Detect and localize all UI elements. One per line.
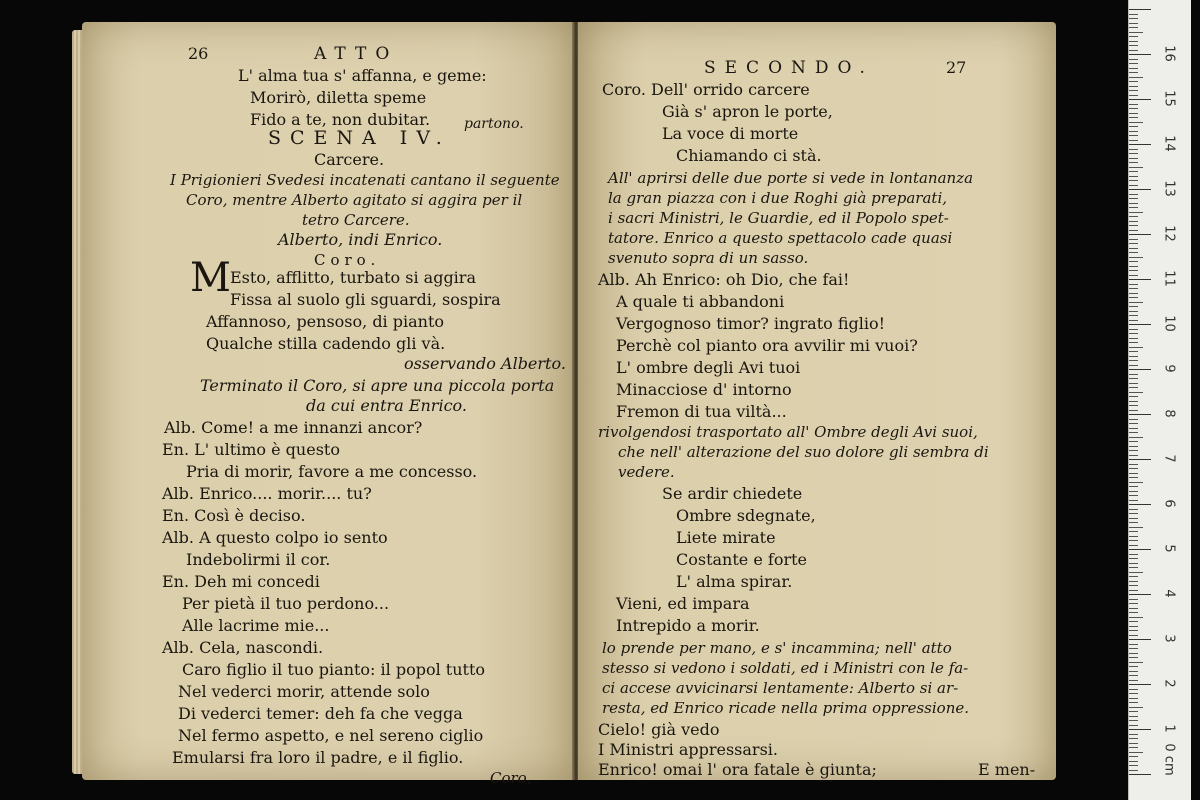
text-line: Affannoso, pensoso, di pianto [206,312,445,331]
ruler-tick [1129,239,1138,240]
dialogue-line: Alb. A questo colpo io sento [162,528,388,547]
ruler-tick [1129,180,1138,181]
ruler-tick [1129,558,1138,559]
ruler-tick [1129,50,1138,51]
running-head: ATTO [314,44,399,64]
ruler-tick [1129,216,1138,217]
ruler-number: 11 [1161,270,1177,287]
text-line: Fremon di tua viltà... [616,402,787,421]
stage-direction: tatore. Enrico a questo spettacolo cade quasi [608,229,953,247]
ruler-tick [1129,149,1138,150]
ruler-tick [1129,504,1151,505]
catchword: Coro, [490,769,532,787]
stage-direction: lo prende per mano, e s' incammina; nell' atto [602,639,952,657]
ruler-tick [1129,563,1138,564]
ruler-tick [1129,432,1138,433]
ruler-tick [1129,176,1138,177]
aria-line: Se ardir chiedete [662,484,803,503]
ruler-tick [1129,275,1138,276]
ruler-number: 12 [1161,225,1177,242]
ruler-tick [1129,477,1138,478]
left-page [82,22,574,787]
ruler-tick [1129,752,1143,753]
text-line: L' alma tua s' affanna, e geme: [238,66,487,85]
ruler-tick [1129,500,1138,501]
ruler-tick [1129,54,1151,55]
ruler-tick [1129,257,1143,258]
ruler-tick [1129,104,1138,105]
ruler-tick [1129,441,1138,442]
scene-heading: SCENA IV. [268,127,451,149]
ruler-tick [1129,486,1138,487]
dialogue-line: Pria di morir, favore a me concesso. [186,462,478,481]
dialogue-line: Alb. Come! a me innanzi ancor? [164,418,423,437]
text-line: Fido a te, non dubitar. [250,110,431,129]
ruler-tick [1129,581,1138,582]
ruler-number: 10 [1161,315,1177,332]
ruler-tick [1129,657,1138,658]
stage-direction: osservando Alberto. [404,354,566,373]
ruler-tick [1129,518,1138,519]
text-line: Minacciose d' intorno [616,380,792,399]
ruler-tick [1129,666,1138,667]
aria-line: L' alma spirar. [676,572,793,591]
ruler-tick [1129,347,1143,348]
ruler-number: 14 [1161,135,1177,152]
ruler-number: 7 [1161,454,1177,463]
ruler-tick [1129,662,1143,663]
ruler-tick [1129,72,1138,73]
text-line: Perchè col pianto ora avvilir mi vuoi? [616,336,918,355]
ruler-tick [1129,414,1151,415]
ruler-tick [1129,158,1138,159]
ruler-tick [1129,131,1138,132]
ruler-tick [1129,140,1138,141]
ruler-tick [1129,167,1143,168]
chorus-heading: Coro. [314,251,381,269]
ruler-tick [1129,522,1138,523]
text-line: L' ombre degli Avi tuoi [616,358,801,377]
ruler-tick [1129,531,1138,532]
stage-direction: All' aprirsi delle due porte si vede in lontananza [608,169,974,187]
dialogue-line: Indebolirmi il cor. [186,550,331,569]
ruler-tick [1129,765,1138,766]
ruler-tick [1129,329,1138,330]
ruler-tick [1129,549,1151,550]
ruler-tick [1129,720,1138,721]
dialogue-line: Emularsi fra loro il padre, e il figlio. [172,748,464,767]
ruler-tick [1129,495,1138,496]
ruler-tick [1129,194,1138,195]
stage-direction: I Prigionieri Svedesi incatenati cantano il seguente [170,171,560,189]
ruler-tick [1129,342,1138,343]
ruler-tick [1129,207,1138,208]
ruler-tick [1129,572,1143,573]
ruler-tick [1129,626,1138,627]
ruler-tick [1129,135,1138,136]
ruler-tick [1129,612,1138,613]
ruler-unit-label: 0 cm [1161,743,1177,776]
ruler-tick [1129,14,1138,15]
ruler-tick [1129,464,1138,465]
stage-direction: svenuto sopra di un sasso. [608,249,809,267]
ruler-tick [1129,707,1143,708]
ruler-tick [1129,513,1138,514]
text-line: Morirò, diletta speme [250,88,427,107]
ruler-number: 13 [1161,180,1177,197]
dialogue-line: Alb. Enrico.... morir.... tu? [162,484,372,503]
ruler-tick [1129,401,1138,402]
dialogue-line: Cielo! già vedo [598,720,720,739]
ruler-tick [1129,680,1138,681]
ruler-tick [1129,108,1138,109]
stage-direction: i sacri Ministri, le Guardie, ed il Popolo spet- [608,209,949,227]
ruler-tick [1129,455,1138,456]
ruler-tick [1129,756,1138,757]
ruler-tick [1129,68,1138,69]
stage-direction: che nell' alterazione del suo dolore gli sembra di [618,443,989,461]
dialogue-line: En. L' ultimo è questo [162,440,340,459]
stage-direction: Coro, mentre Alberto agitato si aggira per il [186,191,523,209]
ruler-tick [1129,212,1143,213]
text-line: Vergognoso timor? ingrato figlio! [616,314,886,333]
text-line: Fissa al suolo gli sguardi, sospira [230,290,501,309]
ruler-tick [1129,410,1138,411]
ruler-tick [1129,747,1138,748]
ruler-tick [1129,338,1138,339]
ruler-number: 5 [1161,544,1177,553]
ruler-tick [1129,122,1143,123]
text-line: A quale ti abbandoni [616,292,785,311]
ruler-tick [1129,234,1151,235]
ruler-tick [1129,162,1138,163]
ruler-tick [1129,185,1138,186]
ruler-tick [1129,266,1138,267]
ruler-tick [1129,644,1138,645]
ruler-tick [1129,378,1138,379]
ruler-tick [1129,468,1138,469]
text-line: Esto, afflitto, turbato si aggira [230,268,476,287]
aria-line: Ombre sdegnate, [676,506,816,525]
ruler-tick [1129,248,1138,249]
ruler-tick [1129,293,1138,294]
ruler-number: 6 [1161,499,1177,508]
ruler-tick [1129,369,1151,370]
ruler-tick [1129,482,1143,483]
ruler-tick [1129,77,1143,78]
ruler-tick [1129,243,1138,244]
ruler-tick [1129,419,1138,420]
ruler-number: 15 [1161,90,1177,107]
ruler-tick [1129,725,1138,726]
text-line: Già s' apron le porte, [662,102,833,121]
ruler-tick [1129,396,1138,397]
ruler-tick [1129,653,1138,654]
ruler-tick [1129,230,1138,231]
ruler-tick [1129,297,1138,298]
running-head: SECONDO. [704,58,874,78]
stage-direction: da cui entra Enrico. [306,396,467,415]
ruler-tick [1129,360,1138,361]
ruler-tick [1129,356,1138,357]
ruler-tick [1129,117,1138,118]
stage-direction: vedere. [618,463,675,481]
ruler-tick [1129,774,1151,775]
ruler-tick [1129,365,1138,366]
ruler-tick [1129,306,1138,307]
ruler-tick [1129,689,1138,690]
text-line: Vieni, ed impara [616,594,750,613]
ruler-tick [1129,554,1138,555]
stage-direction: ci accese avvicinarsi lentamente: Alberto si ar- [602,679,959,697]
ruler-tick [1129,590,1138,591]
dialogue-line: Coro. Dell' orrido carcere [602,80,810,99]
ruler-tick [1129,126,1138,127]
ruler-tick [1129,86,1138,87]
ruler-tick [1129,351,1138,352]
ruler-number: 8 [1161,409,1177,418]
ruler-tick [1129,509,1138,510]
ruler-tick [1129,99,1151,100]
ruler-tick [1129,252,1138,253]
ruler-tick [1129,567,1138,568]
dialogue-line: Alb. Ah Enrico: oh Dio, che fai! [598,270,850,289]
ruler-tick [1129,405,1138,406]
ruler-tick [1129,423,1138,424]
ruler-tick [1129,437,1143,438]
dialogue-line: En. Così è deciso. [162,506,306,525]
ruler-number: 2 [1161,679,1177,688]
ruler-tick [1129,333,1138,334]
ruler-tick [1129,288,1138,289]
ruler-tick [1129,392,1143,393]
ruler-tick [1129,540,1138,541]
drop-capital: M [190,255,231,301]
measurement-ruler [1128,0,1191,800]
dialogue-line: Alle lacrime mie... [182,616,330,635]
ruler-tick [1129,738,1138,739]
ruler-tick [1129,527,1143,528]
text-line: Qualche stilla cadendo gli và. [206,334,446,353]
ruler-tick [1129,473,1138,474]
ruler-number: 9 [1161,364,1177,373]
character-list: Alberto, indi Enrico. [278,230,443,249]
ruler-tick [1129,387,1138,388]
ruler-tick [1129,599,1138,600]
right-page [578,22,1056,780]
ruler-tick [1129,45,1138,46]
ruler-tick [1129,113,1138,114]
ruler-tick [1129,36,1138,37]
dialogue-line: I Ministri appressarsi. [598,740,778,759]
ruler-tick [1129,446,1138,447]
ruler-tick [1129,302,1143,303]
ruler-tick [1129,279,1151,280]
ruler-tick [1129,320,1138,321]
ruler-tick [1129,428,1138,429]
ruler-tick [1129,594,1151,595]
ruler-tick [1129,630,1138,631]
ruler-tick [1129,284,1138,285]
ruler-tick [1129,603,1138,604]
stage-direction: rivolgendosi trasportato all' Ombre degli Avi suoi, [598,423,978,441]
ruler-tick [1129,27,1138,28]
ruler-number: 1 [1161,724,1177,733]
ruler-tick [1129,621,1138,622]
ruler-tick [1129,770,1138,771]
text-line: La voce di morte [662,124,799,143]
dialogue-line: Nel fermo aspetto, e nel sereno ciglio [178,726,484,745]
text-line: Carcere. [314,150,385,169]
ruler-tick [1129,491,1138,492]
ruler-number: 4 [1161,589,1177,598]
ruler-tick [1129,450,1138,451]
ruler-tick [1129,729,1151,730]
ruler-tick [1129,270,1138,271]
ruler-tick [1129,144,1151,145]
ruler-number: 3 [1161,634,1177,643]
ruler-tick [1129,153,1138,154]
ruler-tick [1129,576,1138,577]
ruler-tick [1129,383,1138,384]
ruler-tick [1129,63,1138,64]
ruler-tick [1129,545,1138,546]
ruler-tick [1129,9,1151,10]
ruler-number: 16 [1161,45,1177,62]
ruler-tick [1129,716,1138,717]
ruler-tick [1129,225,1138,226]
stage-direction: stesso si vedono i soldati, ed i Ministri con le fa- [602,659,969,677]
open-book [72,22,1062,790]
stage-direction: tetro Carcere. [302,211,410,229]
ruler-tick [1129,324,1151,325]
catchword: E men- [978,760,1036,779]
ruler-tick [1129,702,1138,703]
ruler-tick [1129,32,1143,33]
ruler-tick [1129,693,1138,694]
text-line: Intrepido a morir. [616,616,760,635]
ruler-tick [1129,675,1138,676]
text-line: Chiamando ci stà. [676,146,822,165]
page-number: 27 [946,58,967,77]
dialogue-line: Di vederci temer: deh fa che vegga [178,704,463,723]
ruler-tick [1129,671,1138,672]
ruler-tick [1129,635,1138,636]
dialogue-line: En. Deh mi concedi [162,572,320,591]
stage-direction: Terminato il Coro, si apre una piccola porta [200,376,555,395]
aria-line: Costante e forte [676,550,807,569]
ruler-tick [1129,698,1138,699]
ruler-tick [1129,459,1151,460]
page-number: 26 [188,44,209,63]
ruler-tick [1129,18,1138,19]
ruler-tick [1129,585,1138,586]
stage-direction: la gran piazza con i due Roghi già preparati, [608,189,948,207]
ruler-tick [1129,198,1138,199]
ruler-tick [1129,536,1138,537]
dialogue-line: Caro figlio il tuo pianto: il popol tutto [182,660,486,679]
ruler-tick [1129,761,1138,762]
dialogue-line: Alb. Cela, nascondi. [162,638,324,657]
dialogue-line: Per pietà il tuo perdono... [182,594,390,613]
ruler-tick [1129,639,1151,640]
ruler-tick [1129,23,1138,24]
ruler-tick [1129,311,1138,312]
ruler-tick [1129,743,1138,744]
ruler-tick [1129,261,1138,262]
aria-line: Liete mirate [676,528,776,547]
ruler-tick [1129,608,1138,609]
ruler-tick [1129,374,1138,375]
ruler-tick [1129,734,1138,735]
ruler-tick [1129,648,1138,649]
stage-direction: resta, ed Enrico ricade nella prima oppressione. [602,699,969,717]
ruler-tick [1129,617,1143,618]
ruler-tick [1129,203,1138,204]
ruler-tick [1129,95,1138,96]
ruler-tick [1129,59,1138,60]
ruler-tick [1129,90,1138,91]
ruler-tick [1129,684,1151,685]
ruler-tick [1129,189,1151,190]
stage-direction: partono. [464,116,524,132]
ruler-tick [1129,81,1138,82]
ruler-tick [1129,711,1138,712]
dialogue-line: Nel vederci morir, attende solo [178,682,430,701]
ruler-tick [1129,315,1138,316]
ruler-tick [1129,171,1138,172]
dialogue-line: Enrico! omai l' ora fatale è giunta; [598,760,877,779]
ruler-tick [1129,221,1138,222]
ruler-tick [1129,41,1138,42]
